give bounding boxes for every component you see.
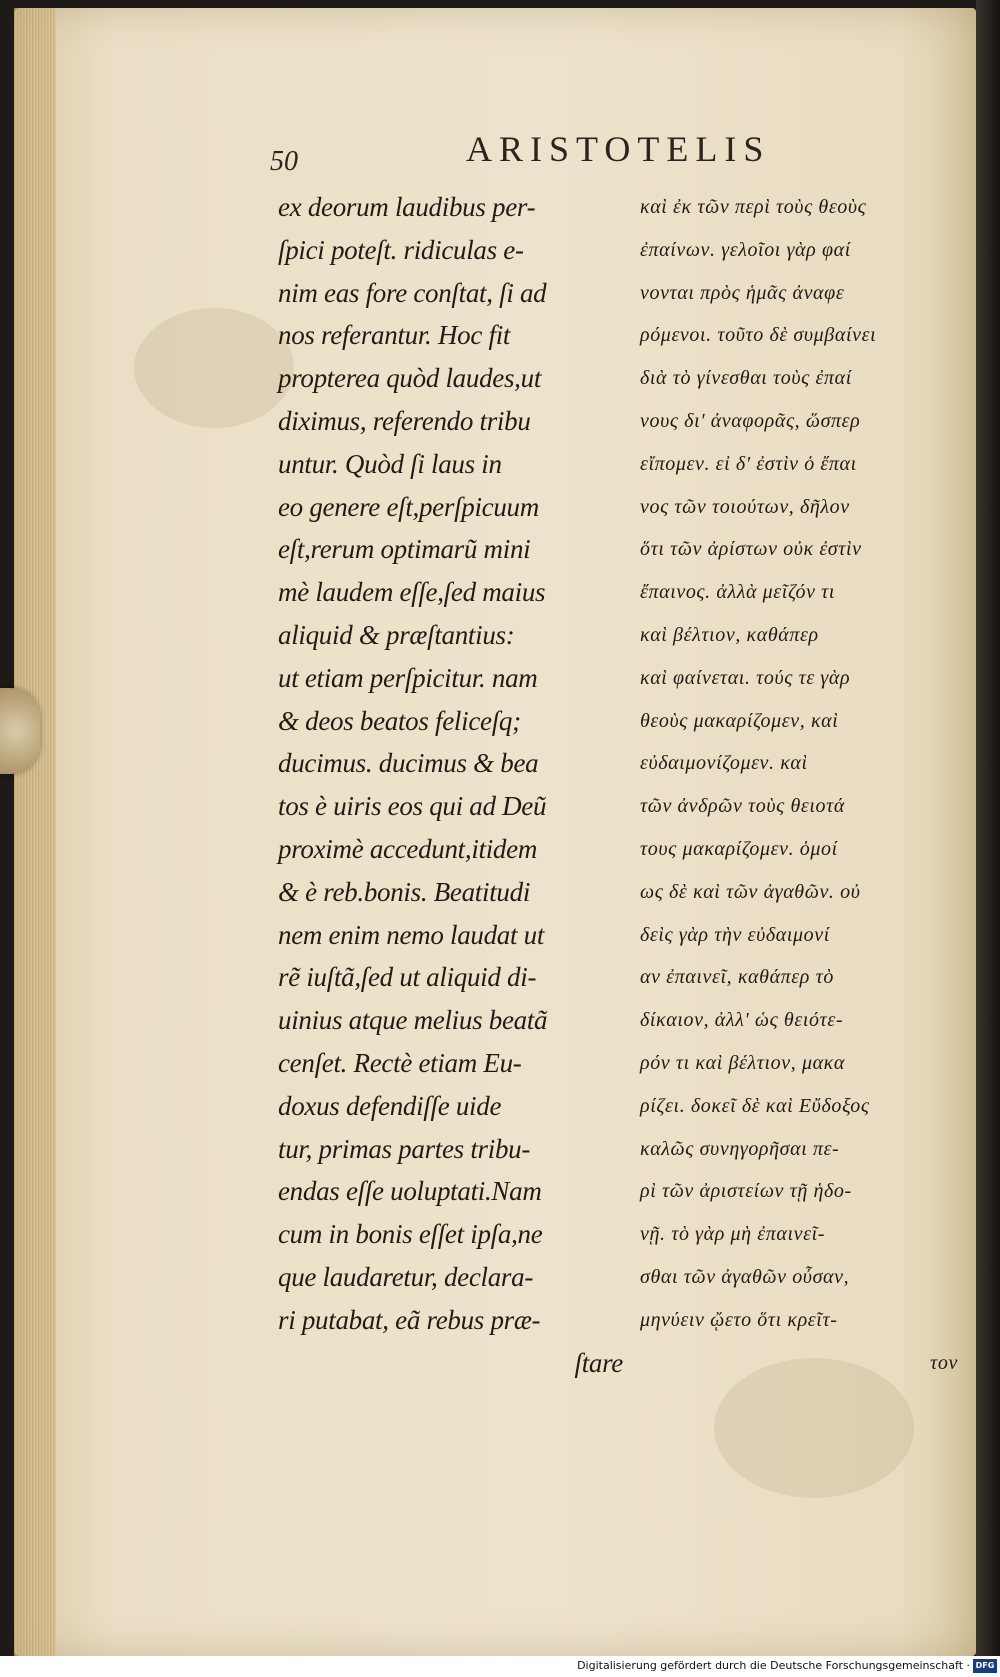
text-line: & è reb.bonis. Beatitudi bbox=[278, 876, 531, 907]
text-line: θεοὺς μακαρίζομεν, καὶ bbox=[640, 709, 839, 732]
footer-credit: Digitalisierung gefördert durch die Deutsche Forschungsgemeinschaft · bbox=[577, 1659, 970, 1672]
text-line: endas eſſe uoluptati.Nam bbox=[278, 1176, 542, 1207]
text-line: ducimus. ducimus & bea bbox=[278, 748, 539, 779]
text-line: ex deorum laudibus per- bbox=[278, 192, 536, 222]
text-line: que laudaretur, declara- bbox=[278, 1261, 534, 1292]
text-line: ut etiam perſpicitur. nam bbox=[278, 662, 538, 693]
text-line: rẽ iuſtã,ſed ut aliquid di- bbox=[278, 962, 537, 993]
paper-stain bbox=[134, 308, 294, 428]
text-line: τῶν ἀνδρῶν τοὺς θειοτά bbox=[640, 795, 845, 818]
book-clasp bbox=[0, 688, 40, 774]
text-line: καὶ φαίνεται. τούς τε γὰρ bbox=[640, 666, 851, 689]
text-line: uinius atque melius beatã bbox=[278, 1005, 548, 1036]
dfg-logo: DFG bbox=[973, 1659, 997, 1673]
text-line: nim eas fore conſtat, ſi ad bbox=[278, 277, 547, 308]
text-line: ſtare bbox=[574, 1347, 623, 1378]
text-line: δεὶς γὰρ τὴν εὐδαιμονί bbox=[640, 923, 830, 946]
text-line: nem enim nemo laudat ut bbox=[278, 919, 545, 950]
running-head: ARISTOTELIS bbox=[466, 129, 771, 169]
latin-column bbox=[278, 186, 623, 1384]
text-line: εἴπομεν. εἰ δ' ἐστὶν ὁ ἔπαι bbox=[640, 452, 857, 475]
text-line: καὶ βέλτιον, καθάπερ bbox=[640, 623, 819, 646]
text-line: διὰ τὸ γίνεσθαι τοὺς ἐπαί bbox=[640, 367, 852, 390]
page-header bbox=[270, 128, 830, 178]
text-line: aliquid & præſtantius: bbox=[278, 619, 515, 650]
text-line: ἔπαινος. ἀλλὰ μεῖζόν τι bbox=[640, 581, 836, 604]
text-line: μηνύειν ᾤετο ὅτι κρεῖτ- bbox=[640, 1308, 838, 1331]
text-line: tur, primas partes tribu- bbox=[278, 1133, 531, 1164]
text-line: αν ἐπαινεῖ, καθάπερ τὸ bbox=[640, 966, 834, 989]
text-line: mè laudem eſſe,ſed maius bbox=[278, 577, 546, 608]
text-line: τον bbox=[930, 1351, 958, 1374]
text-line: νος τῶν τοιούτων, δῆλον bbox=[640, 495, 850, 518]
text-line: cenſet. Rectè etiam Eu- bbox=[278, 1047, 522, 1078]
text-line: tos è uiris eos qui ad Deũ bbox=[278, 791, 547, 822]
text-line: ρὶ τῶν ἀριστείων τῇ ἡδο- bbox=[640, 1180, 852, 1203]
text-line: untur. Quòd ſi laus in bbox=[278, 448, 502, 479]
text-line: καλῶς συνηγορῆσαι πε- bbox=[640, 1137, 840, 1160]
text-line: ρόμενοι. τοῦτο δὲ συμβαίνει bbox=[640, 324, 877, 347]
binding-shadow bbox=[976, 0, 1000, 1677]
text-line: ἐπαίνων. γελοῖοι γὰρ φαί bbox=[640, 238, 851, 261]
text-line: καὶ ἐκ τῶν περὶ τοὺς θεοὺς bbox=[640, 196, 867, 218]
text-line: propterea quòd laudes,ut bbox=[278, 363, 542, 394]
text-line: nos referantur. Hoc fit bbox=[278, 320, 511, 351]
text-line: δίκαιον, ἀλλ' ὡς θειότε- bbox=[640, 1009, 844, 1032]
text-line: ſpici poteſt. ridiculas e- bbox=[278, 234, 524, 265]
text-line: ri putabat, eã rebus præ- bbox=[278, 1304, 541, 1335]
text-line: diximus, referendo tribu bbox=[278, 405, 531, 436]
text-line: eo genere eſt,perſpicuum bbox=[278, 491, 539, 522]
text-line: τους μακαρίζομεν. ὁμοί bbox=[640, 837, 838, 860]
digitization-footer bbox=[0, 1656, 1000, 1677]
page-edges bbox=[14, 8, 56, 1656]
text-line: νονται πρὸς ἡμᾶς ἀναφε bbox=[640, 281, 845, 304]
text-line: νους δι' ἀναφορᾶς, ὥσπερ bbox=[640, 409, 861, 432]
text-line: ρίζει. δοκεῖ δὲ καὶ Εὔδοξος bbox=[640, 1094, 870, 1117]
text-line: ὅτι τῶν ἀρίστων οὐκ ἐστὶν bbox=[640, 538, 862, 561]
page-number: 50 bbox=[270, 146, 298, 177]
text-line: νῇ. τὸ γὰρ μὴ ἐπαινεῖ- bbox=[640, 1223, 826, 1246]
text-line: εὐδαιμονίζομεν. καὶ bbox=[640, 752, 808, 775]
text-line: & deos beatos feliceſq; bbox=[278, 705, 521, 736]
text-line: σθαι τῶν ἀγαθῶν οὖσαν, bbox=[640, 1265, 850, 1288]
text-line: cum in bonis eſſet ipſa,ne bbox=[278, 1219, 543, 1250]
text-line: ρόν τι καὶ βέλτιον, μακα bbox=[640, 1051, 845, 1074]
text-line: doxus defendiſſe uide bbox=[278, 1090, 502, 1121]
text-line: proximè accedunt,itidem bbox=[278, 833, 538, 864]
greek-column bbox=[640, 186, 960, 1384]
text-line: ως δὲ καὶ τῶν ἀγαθῶν. οὐ bbox=[640, 880, 861, 903]
text-line: eſt,rerum optimarũ mini bbox=[278, 534, 531, 565]
